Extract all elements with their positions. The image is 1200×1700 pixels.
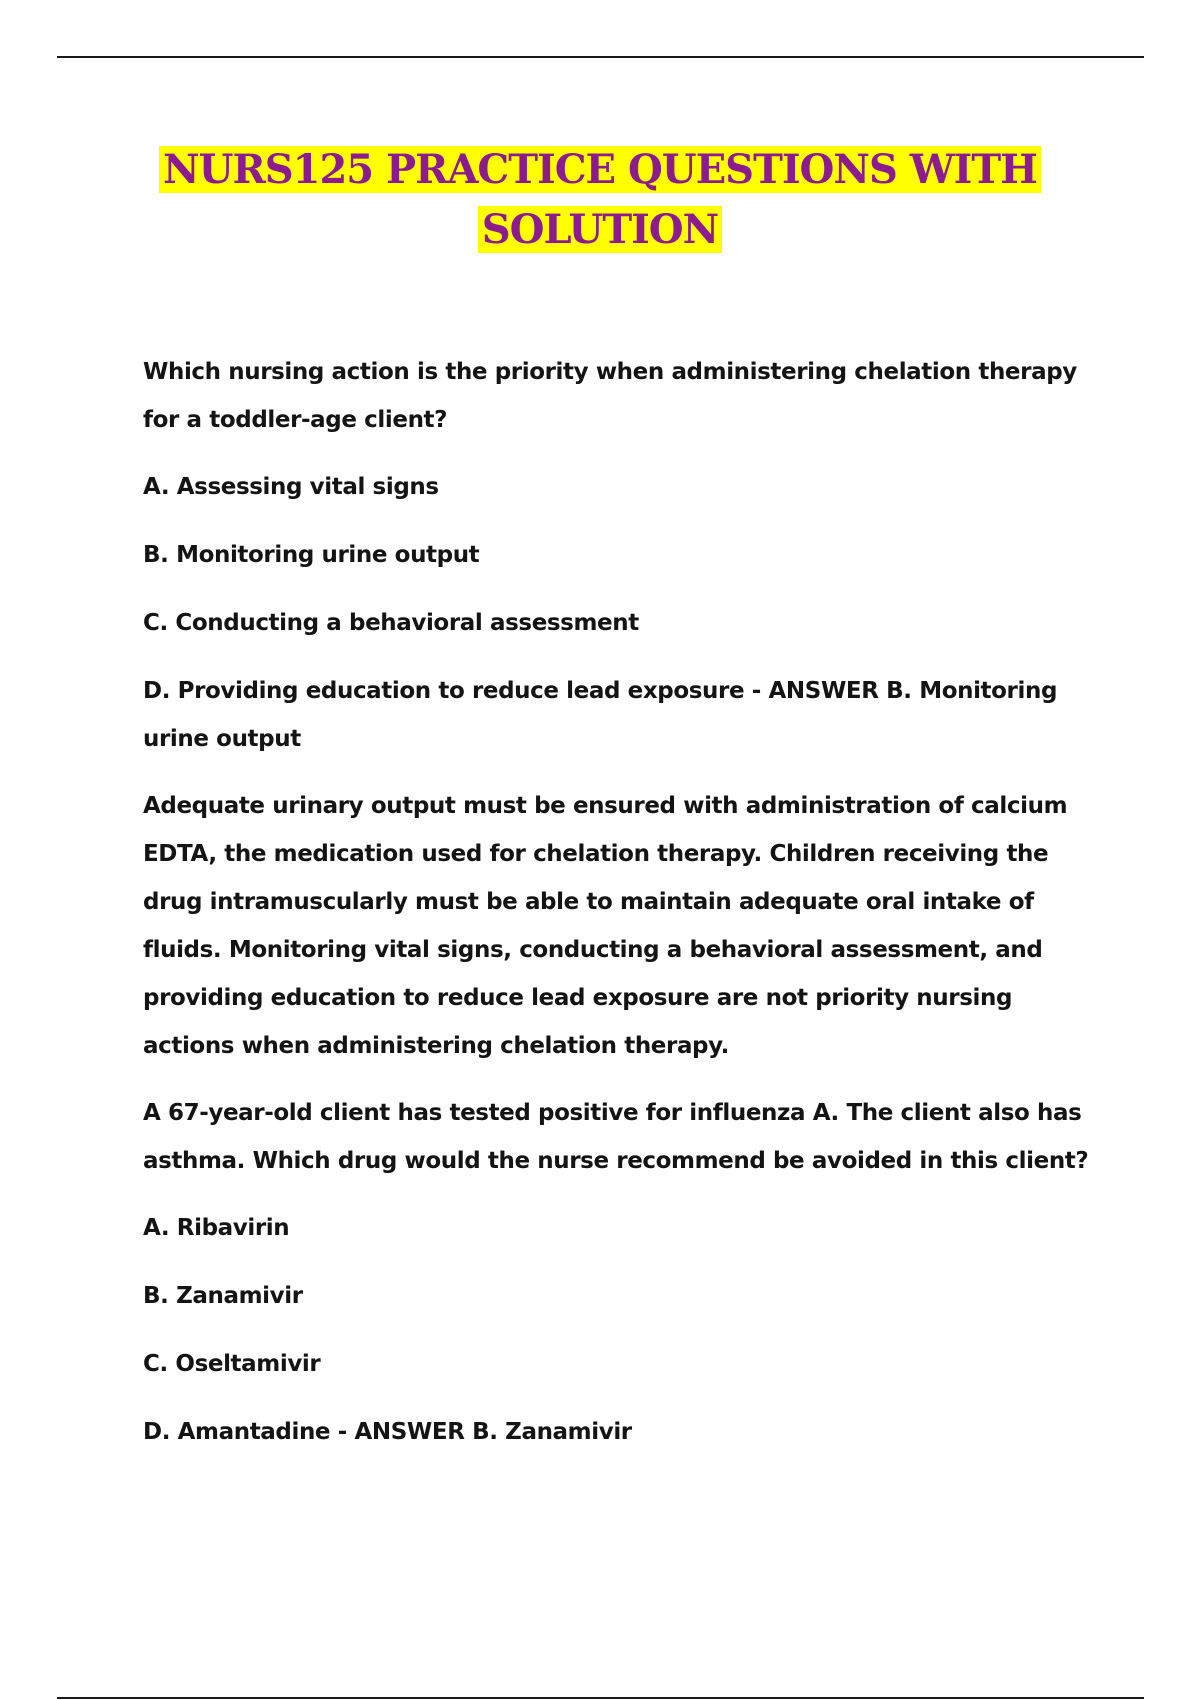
question-1-option-c: C. Conducting a behavioral assessment <box>143 610 639 636</box>
question-2-option-b: B. Zanamivir <box>143 1283 303 1309</box>
question-1-rationale: Adequate urinary output must be ensured with administration of calcium EDTA, the medication used for chelation therapy. Children receiving the drug intramuscularly must be able to maintain adequate oral intake of fluids. Monitoring vital signs, conducting a behavioral assessment, and providing education to reduce lead exposure are not priority nursing actions when administering chelation therapy. <box>143 793 1068 1059</box>
question-1-option-a: A. Assessing vital signs <box>143 474 439 500</box>
document-body <box>143 348 1093 1475</box>
question-2-option-a: A. Ribavirin <box>143 1215 290 1241</box>
header-rule <box>57 56 1144 58</box>
document-title <box>100 140 1100 260</box>
question-2-stem: A 67-year-old client has tested positive for influenza A. The client also has asthma. Which drug would the nurse recommend be avoided in this client? <box>143 1100 1089 1174</box>
question-1-stem: Which nursing action is the priority when administering chelation therapy for a toddler-age client? <box>143 359 1077 433</box>
document-title-text: NURS125 PRACTICE QUESTIONS WITH SOLUTION <box>159 146 1041 253</box>
footer-rule <box>57 1697 1144 1699</box>
question-2-option-d-answer: D. Amantadine - ANSWER B. Zanamivir <box>143 1419 632 1445</box>
question-1-option-d-answer: D. Providing education to reduce lead exposure - ANSWER B. Monitoring urine output <box>143 678 1058 752</box>
question-2-option-c: C. Oseltamivir <box>143 1351 321 1377</box>
question-1-option-b: B. Monitoring urine output <box>143 542 480 568</box>
